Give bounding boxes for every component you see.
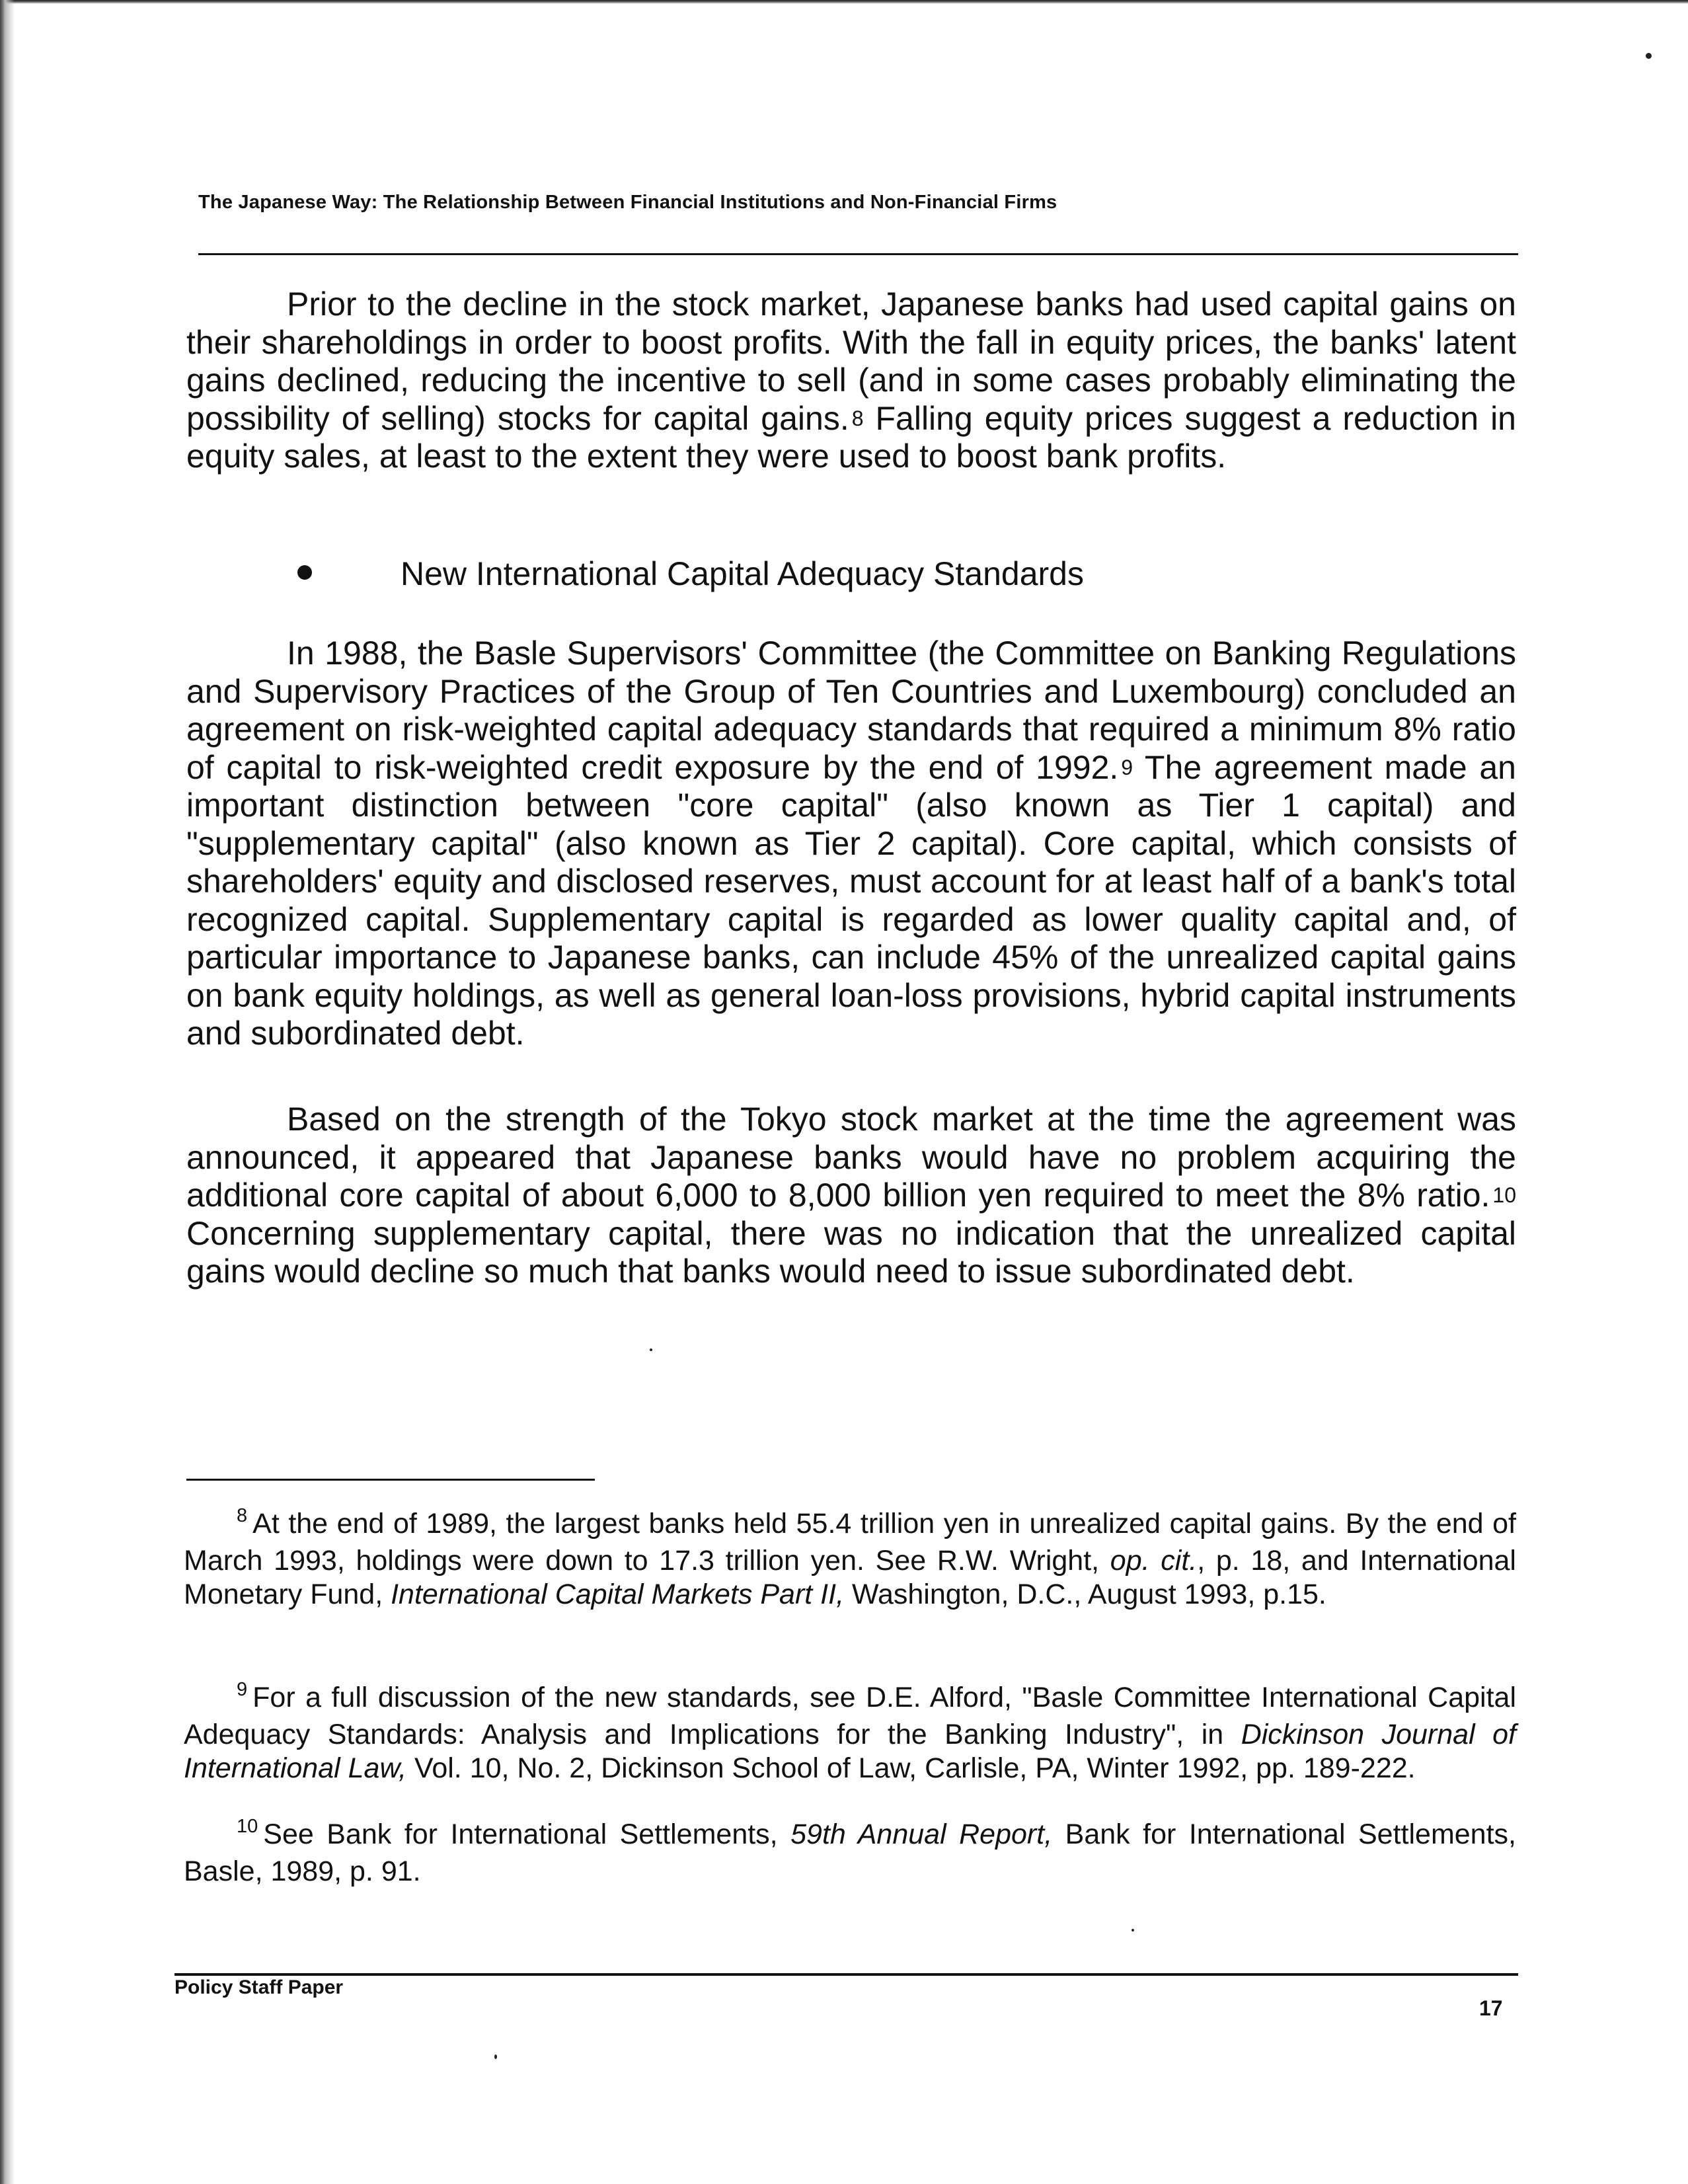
footnote-separator xyxy=(186,1479,595,1481)
footnote-reference[interactable]: 10 xyxy=(1492,1183,1516,1207)
footnote-citation: 59th Annual Report, xyxy=(790,1818,1053,1850)
footer-publication: Policy Staff Paper xyxy=(174,1976,344,1998)
footnote-8 xyxy=(184,1507,1516,1612)
scan-speck xyxy=(1646,53,1652,59)
body-paragraph xyxy=(186,635,1516,1053)
footnote-text: Washington, D.C., August 1993, p.15. xyxy=(844,1579,1326,1610)
scan-speck xyxy=(650,1348,652,1351)
footnote-reference[interactable]: 9 xyxy=(1121,755,1133,779)
footnote-text: Vol. 10, No. 2, Dickinson School of Law, Carlisle, PA, Winter 1992, pp. 189-222. xyxy=(406,1752,1416,1784)
section-heading xyxy=(297,554,1084,594)
footnote-text: At the end of 1989, the largest banks held 55.4 trillion yen in unrealized capital gains. By the end of March 1993, holdings were down to 17.3 trillion yen. See R.W. Wright, xyxy=(184,1508,1516,1577)
body-paragraph xyxy=(186,286,1516,476)
footnote-text: Bank for International Settlements, Basle, 1989, p. 91. xyxy=(184,1818,1516,1887)
header-rule xyxy=(198,253,1518,255)
scan-speck xyxy=(494,2054,497,2059)
paragraph-text: The agreement made an important distinction between "core capital" (also known as Tier 1 capital) and "supplementary capital" (also known as Tier 2 capital). Core capital, which consists of shareholders' equity and disclosed reserves, must account for at least half of a bank's total recognized capital. Supplementary capital is regarded as lower quality capital and, of particular importance to Japanese banks, can include 45% of the unrealized capital gains on bank equity holdings, as well as general loan-loss provisions, hybrid capital instruments and subordinated debt. xyxy=(186,748,1516,1052)
body-paragraph xyxy=(186,1101,1516,1291)
footnote-citation: Dickinson Journal of International Law, xyxy=(184,1719,1516,1784)
paragraph-text: In 1988, the Basle Supervisors' Committee (the Committee on Banking Regulations and Supervisory Practices of the Group of Ten Countries and Luxembourg) concluded an agreement on risk-weighted capital adequacy standards that required a minimum 8% ratio of capital to risk-weighted credit exposure by the end of 1992. xyxy=(186,635,1516,786)
running-header: The Japanese Way: The Relationship Between Financial Institutions and Non-Financial Firms xyxy=(198,192,1057,213)
footnote-text: For a full discussion of the new standards, see D.E. Alford, "Basle Committee International Capital Adequacy Standards: Analysis and Implications for the Banking Industry", in xyxy=(184,1682,1516,1750)
footnote-reference[interactable]: 8 xyxy=(851,406,864,430)
footnote-text: , p. 18, and International Monetary Fund, xyxy=(184,1545,1516,1610)
scan-speck xyxy=(1132,1929,1134,1931)
paragraph-text: Prior to the decline in the stock market, Japanese banks had used capital gains on their shareholdings in order to boost profits. With the fall in equity prices, the banks' latent gains declined, reducing the incentive to sell (and in some cases probably eliminating the possibility of selling) stocks for capital gains. xyxy=(186,286,1516,437)
bullet-icon xyxy=(297,565,312,580)
footnote-number: 9 xyxy=(237,1679,248,1700)
paragraph-text: Falling equity prices suggest a reduction in equity sales, at least to the extent they were used to boost bank profits. xyxy=(186,399,1516,475)
footnote-number: 8 xyxy=(237,1505,248,1526)
scan-left-edge xyxy=(0,0,15,2184)
footer-rule xyxy=(174,1973,1518,1976)
paragraph-text: Concerning supplementary capital, there was no indication that the unrealized capital gains would decline so much that banks would need to issue subordinated debt. xyxy=(186,1214,1516,1290)
footnote-citation: op. cit. xyxy=(1110,1545,1198,1577)
footnote-10 xyxy=(184,1818,1516,1889)
paragraph-text: Based on the strength of the Tokyo stock market at the time the agreement was announced, it appeared that Japanese banks would have no problem acquiring the additional core capital of about 6,000 to 8,000 billion yen required to meet the 8% ratio. xyxy=(186,1101,1516,1214)
footnote-9 xyxy=(184,1681,1516,1785)
scan-top-edge xyxy=(0,0,1688,4)
footnote-citation: International Capital Markets Part II, xyxy=(391,1579,845,1610)
footnote-text: See Bank for International Settlements, xyxy=(263,1818,791,1850)
footnote-number: 10 xyxy=(237,1816,258,1837)
section-heading-text: New International Capital Adequacy Standards xyxy=(401,555,1084,592)
page-number: 17 xyxy=(1479,1996,1503,2020)
